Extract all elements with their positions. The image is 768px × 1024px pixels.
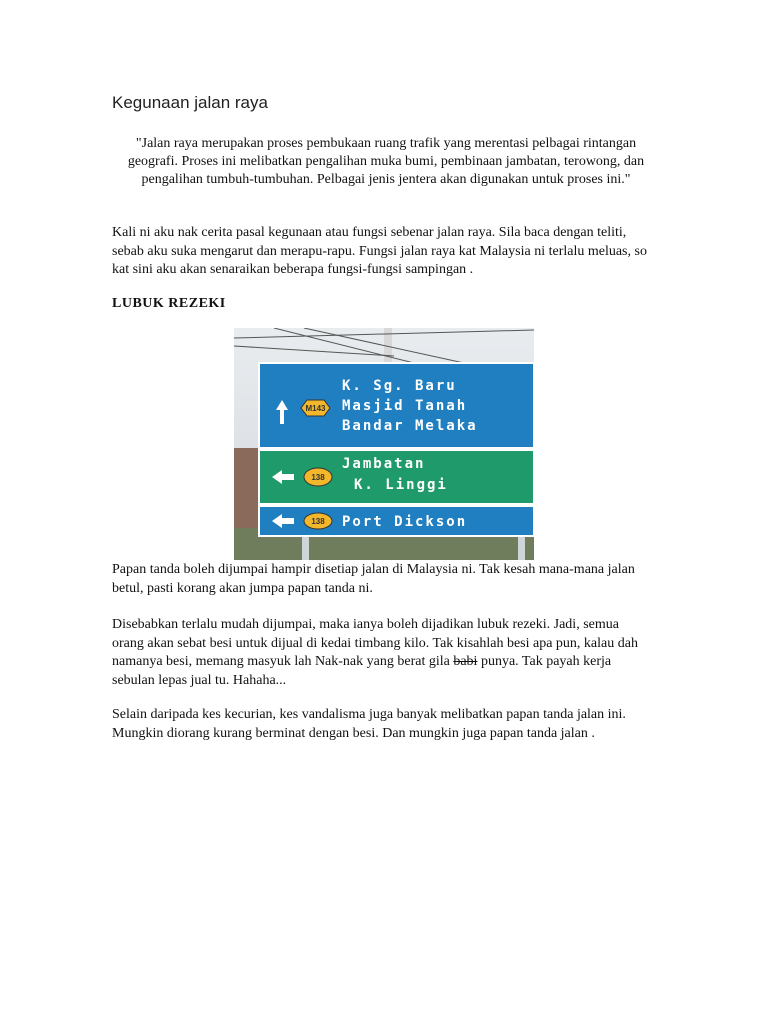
- sign1-line1: K. Sg. Baru: [342, 378, 457, 394]
- sign2-line1: Jambatan: [342, 456, 426, 472]
- body-paragraph-3: Selain daripada kes kecurian, kes vandalisma juga banyak melibatkan papan tanda jalan ini. Mungkin diorang kurang berminat dengan besi. Dan mungkin juga papan tanda jalan .: [112, 707, 626, 741]
- body-paragraph-2: [112, 616, 652, 690]
- sign2-line2: K. Linggi: [354, 477, 448, 493]
- route-shield-label: M143: [305, 404, 326, 413]
- sign1-line3: Bandar Melaka: [342, 418, 478, 434]
- route-shield-label: 138: [311, 517, 325, 526]
- route-shield-label: 138: [311, 473, 325, 482]
- struck-word: babi: [453, 654, 478, 669]
- road-sign-illustration: [234, 328, 534, 560]
- caption-paragraph: Papan tanda boleh dijumpai hampir disetiap jalan di Malaysia ni. Tak kesah mana-mana jalan betul, pasti korang akan jumpa papan tanda ni.: [112, 562, 635, 596]
- paragraph2-text-before: Disebabkan terlalu mudah dijumpai, maka ianya boleh dijadikan lubuk rezeki. Jadi, semua orang akan sebat besi untuk dijual di kedai timbang kilo. Tak kisahlah besi apa pun, kalau dah namanya besi, memang masyuk lah Nak-nak yang berat gila: [112, 617, 638, 669]
- power-line: [234, 346, 394, 356]
- section-heading: LUBUK REZEKI: [112, 296, 226, 311]
- paragraph2-text-after: punya. Tak payah kerja sebulan lepas jual tu. Hahaha...: [112, 654, 612, 688]
- quote-paragraph: "Jalan raya merupakan proses pembukaan ruang trafik yang merentasi pelbagai rintangan geografi. Proses ini melibatkan pengalihan muka bumi, pembinaan jambatan, terowong, dan pengalihan tumbuh-tumbuhan. Pelbagai jenis jentera akan digunakan untuk proses ini.": [127, 136, 645, 187]
- road-sign-photo: [234, 328, 534, 560]
- intro-paragraph: Kali ni aku nak cerita pasal kegunaan atau fungsi sebenar jalan raya. Sila baca dengan teliti, sebab aku suka mengarut dan merapu-rapu. Fungsi jalan raya kat Malaysia ni terlalu meluas, so kat sini aku akan senaraikan beberapa fungsi-fungsi sampingan .: [112, 225, 647, 277]
- document-title: Kegunaan jalan raya: [112, 93, 268, 112]
- sign3-line1: Port Dickson: [342, 514, 468, 530]
- sign1-line2: Masjid Tanah: [342, 398, 468, 414]
